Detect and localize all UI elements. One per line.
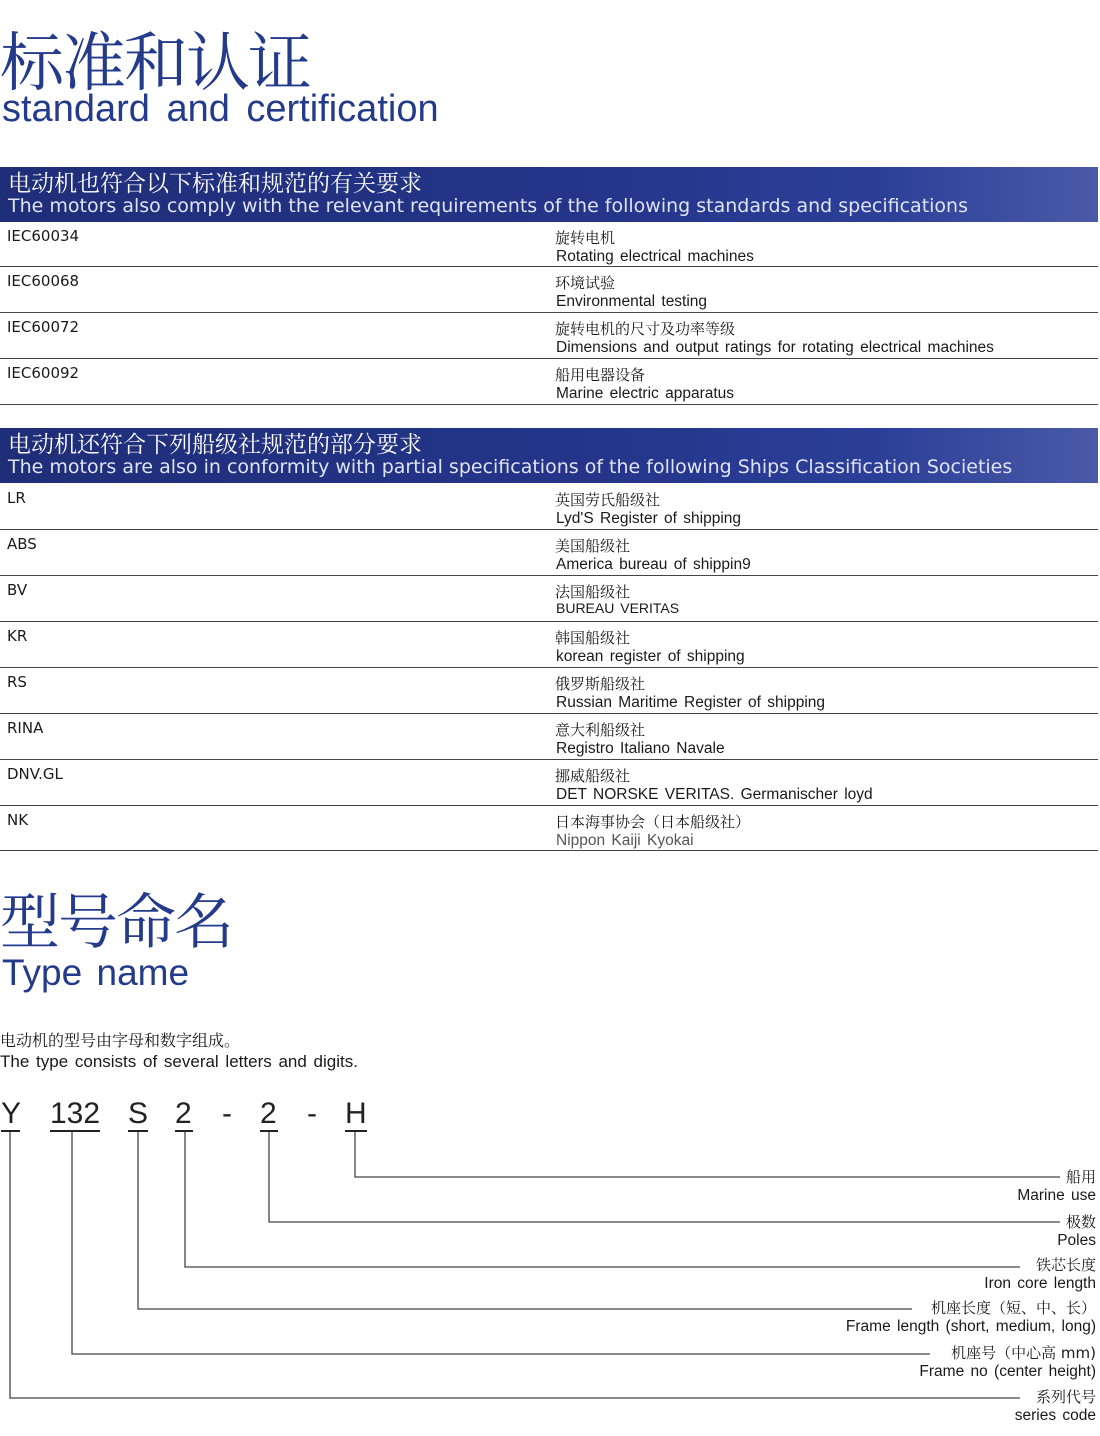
type-title-cn: 型号命名 [0, 888, 232, 958]
type-code-char: H [345, 1097, 367, 1130]
society-code: RINA [7, 719, 44, 737]
society-desc-en: DET NORSKE VERITAS. Germanischer loyd [556, 786, 873, 803]
type-label-cn: 铁芯长度 [1035, 1256, 1096, 1274]
type-code-char: 2 [260, 1097, 277, 1130]
type-label [846, 1299, 1096, 1336]
standard-desc-en: Rotating electrical machines [556, 248, 754, 265]
society-desc-en: korean register of shipping [556, 648, 745, 665]
type-label [1057, 1213, 1096, 1250]
standard-desc-en: Dimensions and output ratings for rotating electrical machines [556, 339, 994, 356]
type-label-en: Marine use [1017, 1187, 1096, 1204]
society-desc-en: Lyd'S Register of shipping [556, 510, 742, 527]
society-desc-cn: 法国船级社 [555, 583, 631, 601]
standard-code: IEC60034 [7, 227, 80, 245]
connector-line [138, 1132, 912, 1309]
type-code-char: S [128, 1097, 149, 1130]
society-desc-en: Registro Italiano Navale [556, 740, 725, 757]
societies-banner-cn: 电动机还符合下列船级社规范的部分要求 [8, 432, 422, 458]
type-label [1015, 1388, 1096, 1425]
type-code-char: 132 [50, 1097, 101, 1130]
connector-line [185, 1132, 1020, 1267]
type-code-char: Y [1, 1097, 22, 1130]
type-label-cn: 机座长度（短、中、长） [930, 1299, 1096, 1317]
type-label [1017, 1168, 1096, 1205]
standard-desc-en: Marine electric apparatus [556, 385, 735, 402]
society-code: NK [7, 811, 29, 829]
type-label [919, 1344, 1096, 1381]
societies-banner-en: The motors are also in conformity with partial specifications of the following Ships Classification Societies [8, 456, 1013, 478]
type-label-cn: 极数 [1065, 1213, 1096, 1231]
society-desc-cn: 挪威船级社 [555, 767, 631, 785]
standard-desc-cn: 旋转电机 [555, 229, 616, 247]
society-desc-cn: 美国船级社 [555, 537, 631, 555]
society-desc-cn: 意大利船级社 [555, 721, 646, 739]
society-desc-cn: 俄罗斯船级社 [555, 675, 646, 693]
society-code: DNV.GL [7, 765, 63, 783]
standards-banner-en: The motors also comply with the relevant requirements of the following standards and specifications [8, 195, 968, 217]
type-label-en: Frame length (short, medium, long) [845, 1318, 1096, 1335]
type-intro-en: The type consists of several letters and digits. [0, 1052, 358, 1071]
standard-desc-en: Environmental testing [556, 293, 708, 310]
type-intro-cn: 电动机的型号由字母和数字组成。 [0, 1031, 241, 1050]
type-label-cn: 机座号（中心高 mm) [951, 1344, 1096, 1362]
standard-desc-cn: 环境试验 [555, 274, 616, 292]
type-label-cn: 系列代号 [1035, 1388, 1096, 1406]
society-code: RS [7, 673, 27, 691]
society-desc-cn: 韩国船级社 [555, 629, 631, 647]
type-label-en: Iron core length [984, 1275, 1096, 1292]
standard-desc-cn: 船用电器设备 [555, 366, 646, 384]
section-title-en: standard and certification [2, 88, 439, 130]
society-code: BV [7, 581, 28, 599]
society-code: KR [7, 627, 28, 645]
type-label-en: Frame no (center height) [919, 1363, 1096, 1380]
type-label-en: Poles [1057, 1232, 1096, 1249]
type-title-en: Type name [2, 952, 190, 993]
connector-line [355, 1132, 1060, 1177]
section-title-cn: 标准和认证 [0, 27, 310, 101]
connector-line [72, 1132, 930, 1354]
standard-code: IEC60068 [7, 272, 80, 290]
type-label-en: series code [1014, 1407, 1096, 1424]
society-desc-en: BUREAU VERITAS [556, 600, 680, 616]
society-code: LR [7, 489, 26, 507]
society-desc-en: Russian Maritime Register of shipping [556, 694, 826, 711]
standard-code: IEC60092 [7, 364, 80, 382]
type-code-char: 2 [175, 1097, 192, 1130]
standard-desc-cn: 旋转电机的尺寸及功率等级 [555, 320, 736, 338]
type-label-cn: 船用 [1065, 1168, 1096, 1186]
society-desc-cn: 英国劳氏船级社 [555, 491, 661, 509]
society-desc-en: Nippon Kaiji Kyokai [556, 832, 694, 849]
connector-line [10, 1132, 1020, 1398]
type-label [984, 1256, 1096, 1293]
standards-banner-cn: 电动机也符合以下标准和规范的有关要求 [8, 171, 422, 197]
type-code-char: - [222, 1097, 232, 1130]
type-code-char: - [307, 1097, 317, 1130]
society-desc-cn: 日本海事协会（日本船级社） [555, 813, 751, 831]
society-desc-en: America bureau of shippin9 [556, 556, 751, 573]
society-code: ABS [7, 535, 37, 553]
standard-code: IEC60072 [7, 318, 80, 336]
